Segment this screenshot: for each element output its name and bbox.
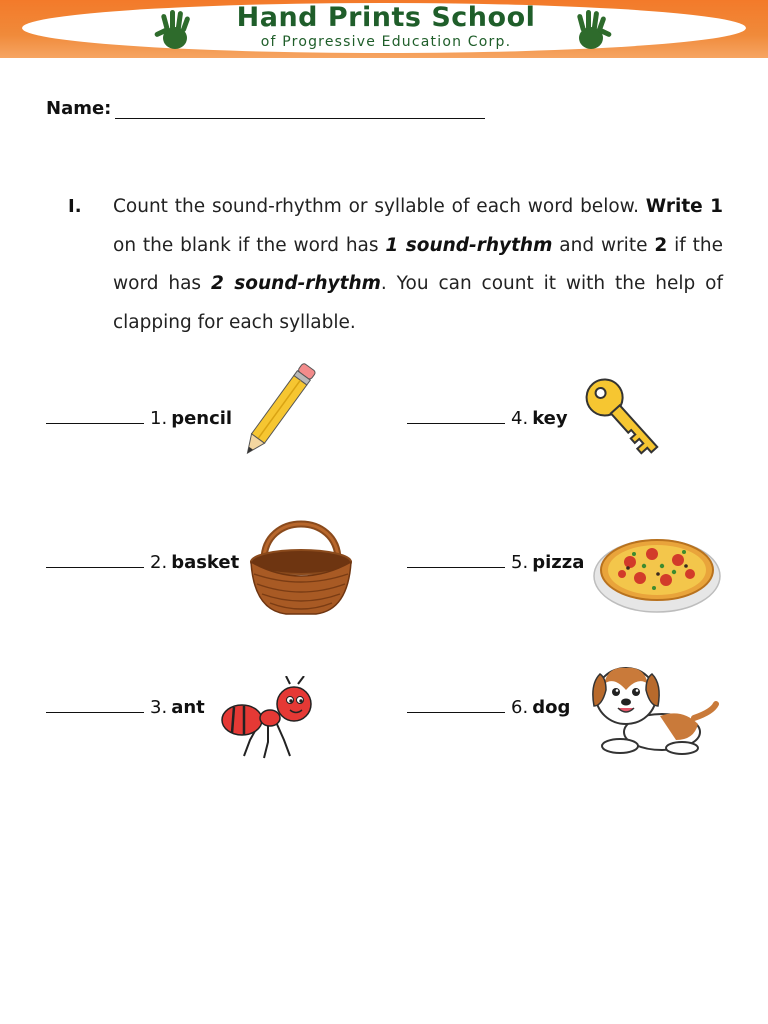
answer-blank[interactable]: [407, 698, 505, 713]
section-number: I.: [68, 196, 82, 217]
dog-image: [590, 660, 720, 760]
exercise-item-pizza: [407, 552, 584, 573]
item-number: 4.: [511, 408, 529, 429]
exercise-item-key: [407, 408, 568, 429]
item-number: 5.: [511, 552, 529, 573]
item-word: key: [532, 408, 568, 429]
instructions-bold-italic: 2 sound-rhythm: [210, 273, 381, 294]
instructions-bold: Write 1: [645, 196, 723, 217]
pizza-image: [592, 530, 722, 614]
basket-image: [246, 502, 356, 618]
school-name: Hand Prints School: [236, 2, 536, 33]
pencil-image: [230, 355, 326, 467]
instructions-part: and write: [552, 234, 655, 256]
name-blank-line[interactable]: [115, 100, 485, 119]
item-word: pencil: [171, 408, 233, 429]
name-label: Name:: [46, 98, 112, 119]
handprint-logo-left: [150, 8, 200, 54]
instructions-bold: 2: [654, 234, 668, 256]
answer-blank[interactable]: [407, 409, 505, 424]
answer-blank[interactable]: [46, 553, 144, 568]
exercise-item-dog: [407, 697, 570, 718]
exercise-item-basket: [46, 552, 239, 573]
name-field-row: [46, 98, 485, 119]
ant-image: [220, 676, 316, 760]
instructions-part: if the word has: [113, 234, 723, 294]
item-word: pizza: [532, 552, 585, 573]
item-word: dog: [532, 697, 571, 718]
instructions-text: [113, 188, 723, 342]
item-number: 2.: [150, 552, 168, 573]
handprint-logo-right: [566, 8, 616, 54]
instructions-bold-italic: 1 sound-rhythm: [385, 234, 553, 256]
instructions-part: on the blank if the word has: [113, 234, 386, 256]
exercise-item-pencil: [46, 408, 232, 429]
school-subtitle: of Progressive Education Corp.: [260, 34, 512, 50]
item-number: 3.: [150, 697, 168, 718]
answer-blank[interactable]: [407, 553, 505, 568]
item-number: 6.: [511, 697, 529, 718]
answer-blank[interactable]: [46, 409, 144, 424]
school-header: [0, 0, 768, 58]
item-word: ant: [171, 697, 205, 718]
answer-blank[interactable]: [46, 698, 144, 713]
instructions-part: Count the sound-rhythm or syllable of each word below.: [113, 196, 646, 217]
key-image: [576, 370, 672, 468]
item-number: 1.: [150, 408, 168, 429]
item-word: basket: [171, 552, 240, 573]
instructions-part: . You can count it with the help of clapping for each syllable.: [113, 273, 723, 333]
exercise-item-ant: [46, 697, 205, 718]
